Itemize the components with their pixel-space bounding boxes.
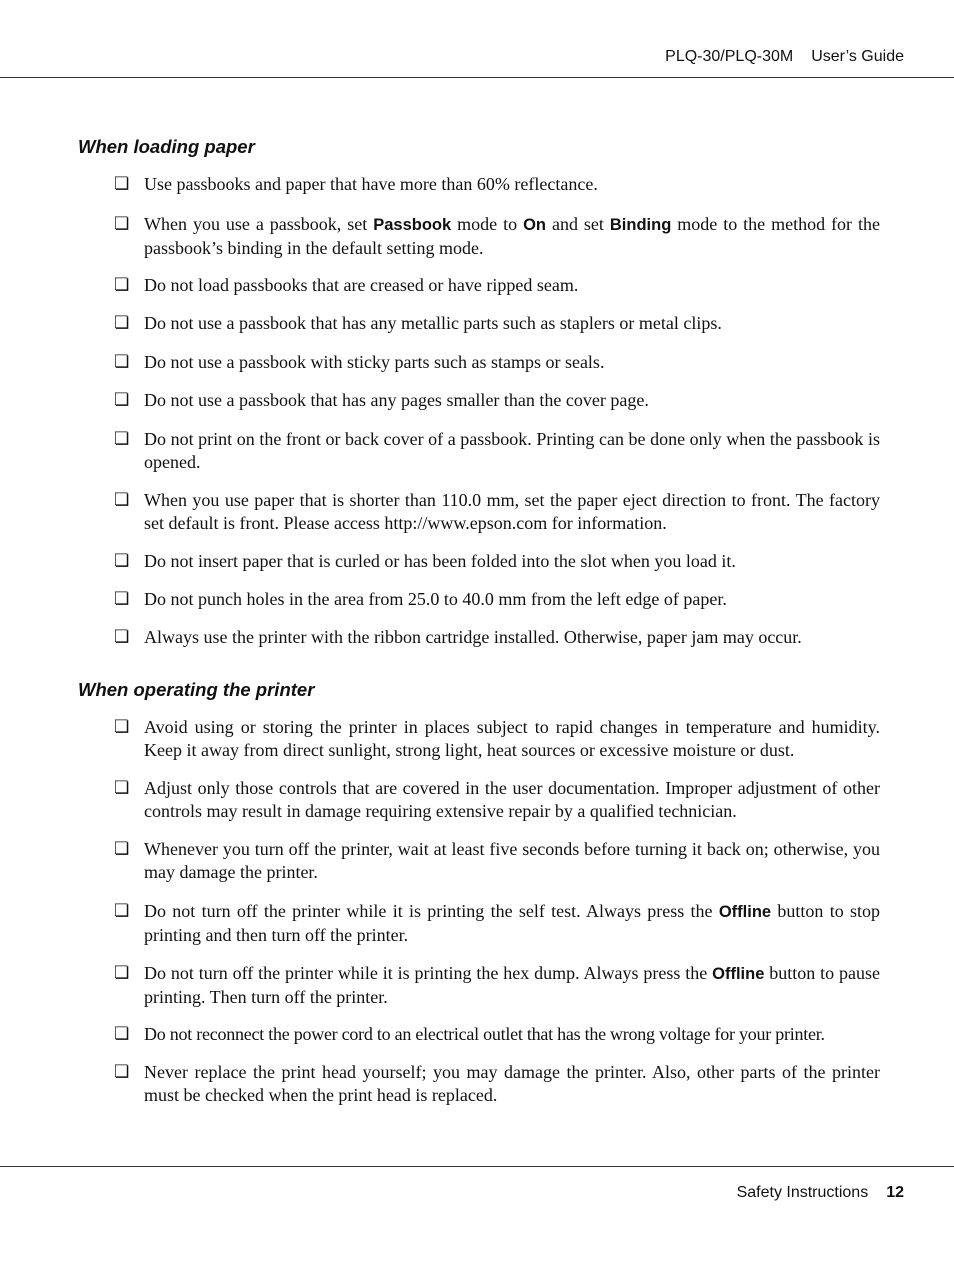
- footer-rule: [0, 1166, 954, 1167]
- checkbox-bullet-icon: ❏: [114, 429, 130, 449]
- list-item: ❏ Do not punch holes in the area from 25.0 to 40.0 mm from the left edge of paper.: [114, 589, 727, 609]
- list-item: ❏ Do not turn off the printer while it is printing the self test. Always press the Offline button to stop printing and then turn off the printer.: [114, 901, 880, 945]
- header-model: PLQ-30/PLQ-30M: [665, 48, 794, 65]
- keyword-offline: Offline: [718, 903, 772, 921]
- list-item: ❏ Do not use a passbook with sticky parts such as stamps or seals.: [114, 352, 605, 372]
- checkbox-bullet-icon: ❏: [114, 490, 130, 510]
- list-item: ❏ When you use paper that is shorter than 110.0 mm, set the paper eject direction to front. The factory set default is front. Please access http://www.epson.com for information.: [114, 490, 880, 533]
- list-item: ❏ Always use the printer with the ribbon cartridge installed. Otherwise, paper jam may occur.: [114, 627, 802, 647]
- list-item: ❏ Use passbooks and paper that have more than 60% reflectance.: [114, 174, 598, 194]
- footer-section: Safety Instructions: [736, 1184, 869, 1201]
- page-number: 12: [886, 1184, 904, 1201]
- checkbox-bullet-icon: ❏: [114, 839, 130, 859]
- checkbox-bullet-icon: ❏: [114, 901, 130, 921]
- checkbox-bullet-icon: ❏: [114, 214, 130, 234]
- list-item: ❏ Do not load passbooks that are creased or have ripped seam.: [114, 275, 579, 295]
- checkbox-bullet-icon: ❏: [114, 1024, 129, 1044]
- list-item: ❏ Avoid using or storing the printer in places subject to rapid changes in temperature and humidity. Keep it away from direct sunlight, strong light, heat sources or excessive moisture or dust.: [114, 717, 880, 760]
- list-item: ❏ Do not use a passbook that has any metallic parts such as staplers or metal clips.: [114, 313, 722, 333]
- list-item: ❏ Do not use a passbook that has any pages smaller than the cover page.: [114, 390, 649, 410]
- checkbox-bullet-icon: ❏: [114, 1062, 130, 1082]
- checkbox-bullet-icon: ❏: [114, 551, 130, 571]
- list-item: ❏ Whenever you turn off the printer, wait at least five seconds before turning it back on; otherwise, you may damage the printer.: [114, 839, 880, 882]
- page-header: [665, 48, 904, 66]
- checkbox-bullet-icon: ❏: [114, 627, 130, 647]
- checkbox-bullet-icon: ❏: [114, 778, 130, 798]
- keyword-passbook: Passbook: [373, 216, 452, 234]
- keyword-offline: Offline: [712, 965, 765, 983]
- list-item: ❏ When you use a passbook, set Passbook mode to On and set Binding mode to the method for the passbook’s binding in the default setting mode.: [114, 214, 881, 258]
- checkbox-bullet-icon: ❏: [114, 352, 130, 372]
- checkbox-bullet-icon: ❏: [114, 717, 130, 737]
- page-footer: [737, 1184, 904, 1202]
- section-title-loading-paper: When loading paper: [78, 136, 255, 157]
- header-rule: [0, 77, 954, 78]
- checkbox-bullet-icon: ❏: [114, 963, 130, 983]
- checkbox-bullet-icon: ❏: [114, 589, 130, 609]
- list-item: ❏ Adjust only those controls that are covered in the user documentation. Improper adjustment of other controls may result in damage requiring extensive repair by a qualified technician.: [114, 778, 880, 821]
- list-item: ❏ Do not turn off the printer while it is printing the hex dump. Always press the Offline button to pause printing. Then turn off the printer.: [114, 963, 880, 1007]
- checkbox-bullet-icon: ❏: [114, 313, 130, 333]
- keyword-on: On: [523, 216, 546, 234]
- section-title-operating-printer: When operating the printer: [78, 679, 315, 700]
- list-item: ❏ Do not insert paper that is curled or has been folded into the slot when you load it.: [114, 551, 736, 571]
- checkbox-bullet-icon: ❏: [114, 275, 130, 295]
- keyword-binding: Binding: [609, 216, 672, 234]
- checkbox-bullet-icon: ❏: [114, 390, 130, 410]
- list-item: ❏ Do not print on the front or back cover of a passbook. Printing can be done only when the passbook is opened.: [114, 429, 880, 472]
- checkbox-bullet-icon: ❏: [114, 174, 130, 194]
- list-item: ❏ Do not reconnect the power cord to an electrical outlet that has the wrong voltage for your printer.: [114, 1024, 825, 1044]
- list-item: ❏ Never replace the print head yourself; you may damage the printer. Also, other parts of the printer must be checked when the print head is replaced.: [114, 1062, 880, 1105]
- header-guide: User’s Guide: [811, 48, 904, 65]
